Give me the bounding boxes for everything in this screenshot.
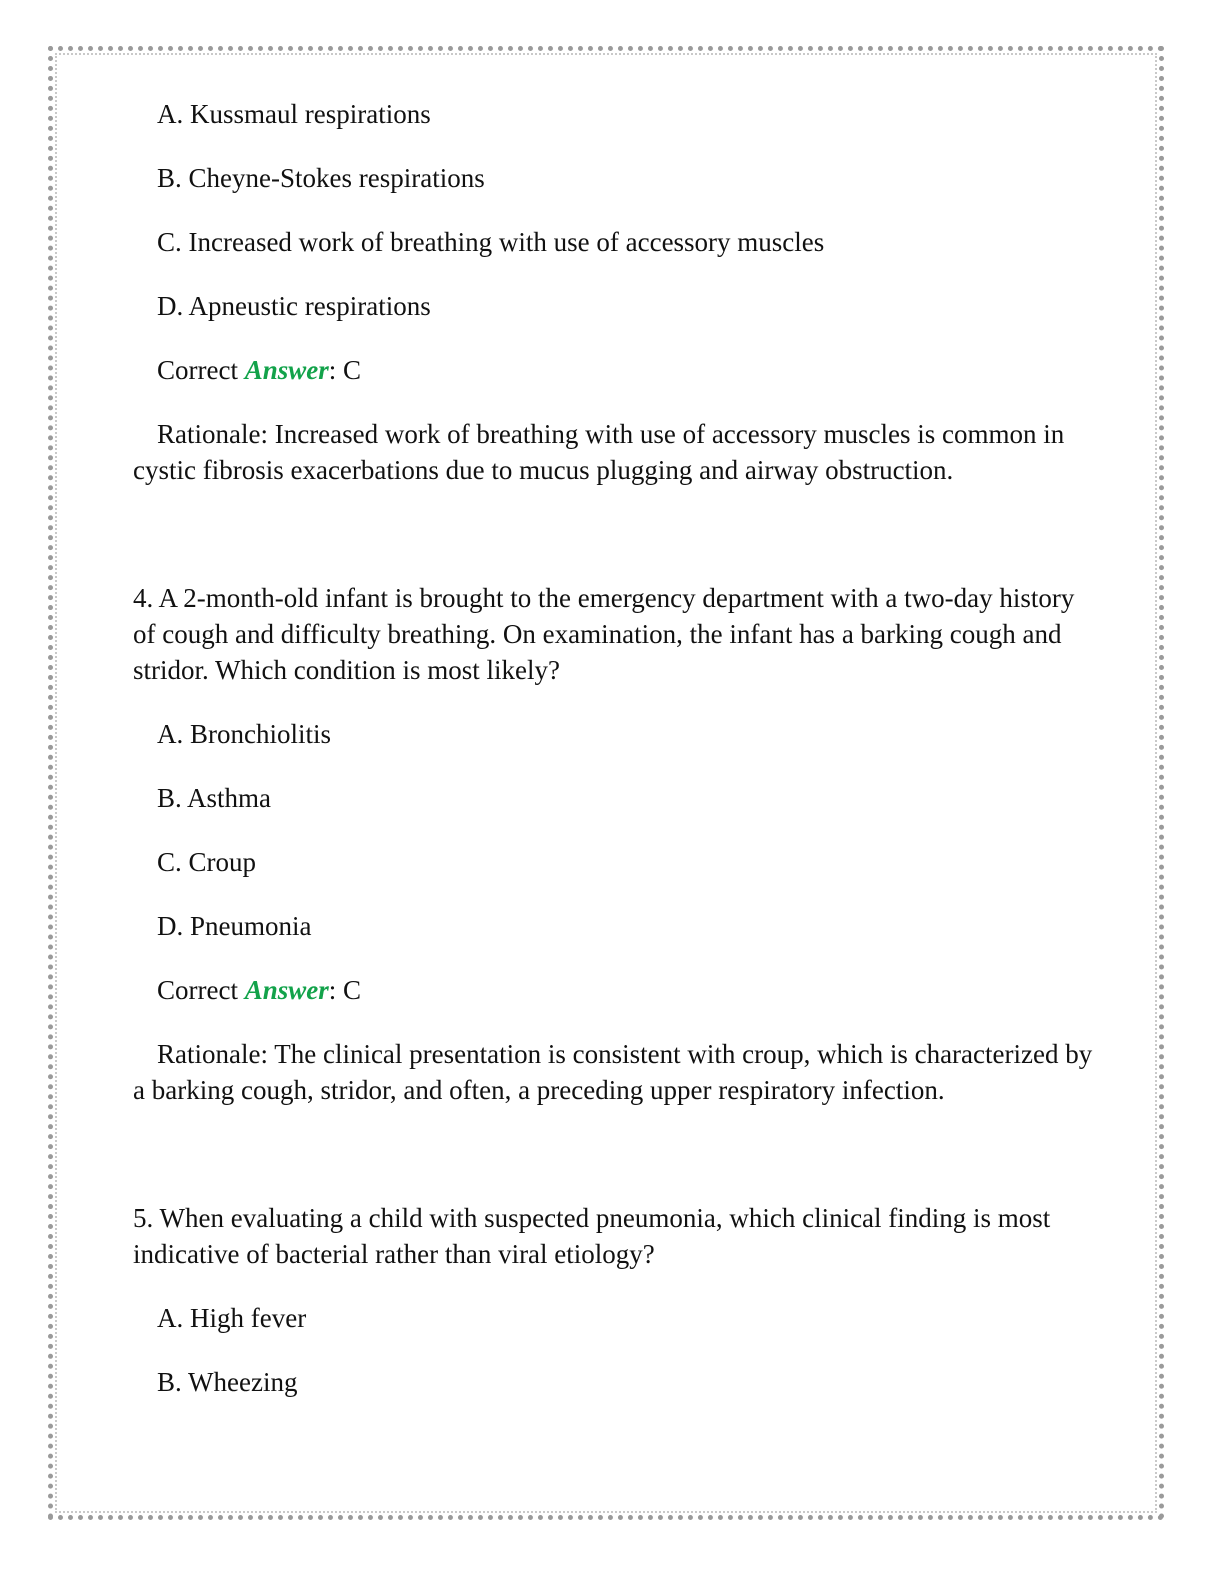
answer-label: Answer xyxy=(244,355,329,385)
q5-option-b: B. Wheezing xyxy=(157,1367,298,1397)
q4-question: 4. A 2-month-old infant is brought to the emergency department with a two-day history of cough and difficulty breathing. On examination, the infant has a barking cough and stridor. Which condition is most likely? xyxy=(133,583,1075,685)
q3-option-d: D. Apneustic respirations xyxy=(157,291,431,321)
q3-option-a: A. Kussmaul respirations xyxy=(157,99,431,129)
q3-correct-answer: Correct Answer: C xyxy=(157,355,362,385)
q4-option-d: D. Pneumonia xyxy=(157,911,312,941)
q3-option-c: C. Increased work of breathing with use of accessory muscles xyxy=(157,227,825,257)
q3-option-b: B. Cheyne-Stokes respirations xyxy=(157,163,485,193)
q4-correct-answer: Correct Answer: C xyxy=(157,975,362,1005)
q4-rationale: Rationale: The clinical presentation is consistent with croup, which is characterized by a barking cough, stridor, and often, a preceding upper respiratory infection. xyxy=(133,1039,1093,1105)
answer-label: Answer xyxy=(244,975,329,1005)
q3-rationale: Rationale: Increased work of breathing with use of accessory muscles is common in cystic fibrosis exacerbations due to mucus plugging and airway obstruction. xyxy=(133,419,1065,485)
q4-option-c: C. Croup xyxy=(157,847,257,877)
q5-question: 5. When evaluating a child with suspected pneumonia, which clinical finding is most indicative of bacterial rather than viral etiology? xyxy=(133,1203,1051,1269)
q5-option-a: A. High fever xyxy=(157,1303,307,1333)
document-body xyxy=(133,96,1093,1428)
q4-option-a: A. Bronchiolitis xyxy=(157,719,331,749)
q4-option-b: B. Asthma xyxy=(157,783,272,813)
